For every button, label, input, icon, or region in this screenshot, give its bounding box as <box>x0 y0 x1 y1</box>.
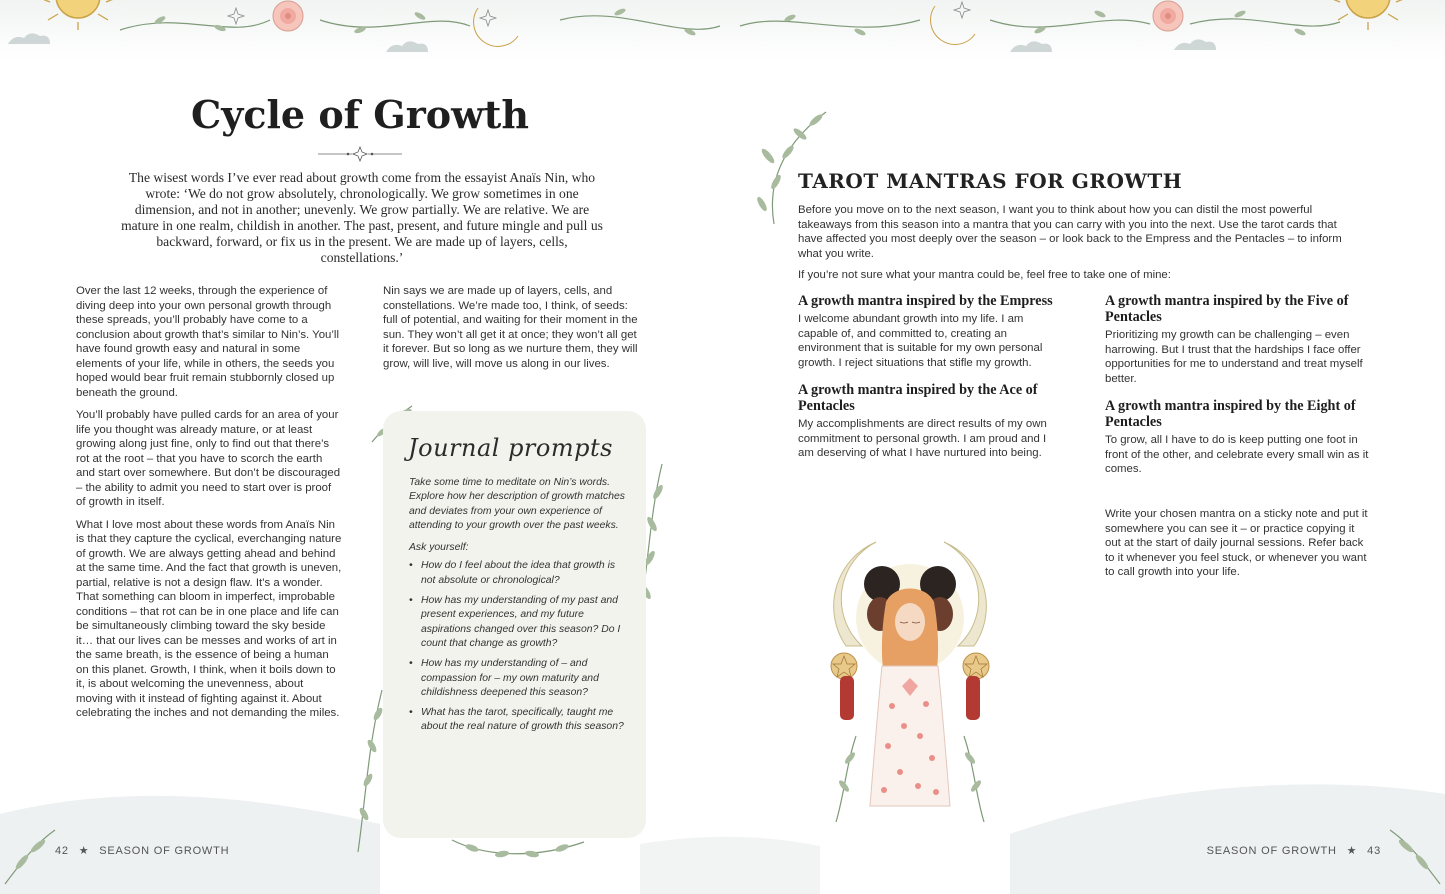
page-footer-left <box>55 844 229 857</box>
sparkle-star-icon <box>954 2 970 18</box>
journal-prompts-body <box>409 476 631 741</box>
page-number: 42 <box>55 845 69 857</box>
mantra-eight-of-pentacles <box>1105 398 1371 477</box>
body-column-right <box>383 284 645 379</box>
body-paragraph: Before you move on to the next season, I want you to think about how you can distil the most powerful takeaways from this season into a mantra that you can carry with you into the next. Use the tarot cards that have affected you most deeply over the season – or look back to the Empress and the Pentacles – to inform what you write. <box>798 204 1342 260</box>
journal-ask-label: Ask yourself: <box>409 542 469 554</box>
star-icon: ★ <box>1346 845 1358 857</box>
tarot-empress-illustration <box>816 536 1004 826</box>
rose-icon <box>1153 1 1183 31</box>
list-item: • How has my understanding of my past and present experiences, and my future aspirations changed over this season? Do I count that change as growth? <box>409 595 621 649</box>
bottom-watercolor-wash <box>0 774 1445 894</box>
body-paragraph: You’ll probably have pulled cards for an area of your life you thought was already mature, or at least growing along just fine, only to find out that there’s rot at the root – that you have to scorch the earth and start over somewhere. But don’t be discouraged – the ability to admit you need to start over is proof of growth in itself. <box>76 409 341 508</box>
ornamental-divider <box>318 146 402 162</box>
cloud-icon <box>1010 41 1052 52</box>
top-floral-border <box>0 0 1445 60</box>
floral-border-art <box>0 0 1445 60</box>
list-item: • How do I feel about the idea that growth is not absolute or chronological? <box>409 560 616 586</box>
cloud-icon <box>8 33 50 44</box>
crescent-moon-icon <box>474 8 518 46</box>
page-footer-right <box>1207 844 1381 857</box>
rose-icon <box>273 1 303 31</box>
list-item: • How has my understanding of – and compassion for – my own maturity and childishness deepened this season? <box>409 658 599 698</box>
cloud-icon <box>386 41 428 52</box>
mantra-five-of-pentacles <box>1105 293 1371 386</box>
mantra-title: A growth mantra inspired by the Five of Pentacles <box>1105 293 1349 325</box>
section-heading: TAROT MANTRAS FOR GROWTH <box>798 169 1183 193</box>
crescent-moon-icon <box>931 6 975 44</box>
mantra-title: A growth mantra inspired by the Eight of Pentacles <box>1105 398 1356 430</box>
journal-prompts-title: Journal prompts <box>408 434 613 462</box>
journal-prompt-list <box>409 559 631 734</box>
closing-paragraph: Write your chosen mantra on a sticky note and put it somewhere you can see it – or practice copying it out at the start of daily journal sessions. Refer back to it whenever you feel stuck, or whenever you want to call growth into your life. <box>1105 508 1368 578</box>
body-paragraph: Over the last 12 weeks, through the experience of diving deep into your own personal growth through these spreads, you’ll probably have come to a conclusion about growth that’s similar to Nin’s. You’ll have found growth easy and natural in some elements of your life, while in others, the seeds you hoped would bear fruit remain stubbornly closed up beneath the ground. <box>76 285 339 399</box>
intro-quote: The wisest words I’ve ever read about growth come from the essayist Anaïs Nin, who wrote: ‘We do not grow absolutely, chronologically. We grow sometimes in one dimension, and not in another; unevenly. We grow partially. We are relative. We are mature in one realm, childish in another. The past, present, and future mingle and pull us backward, forward, or fix us in the present. We are made up of layers, cells, constellations.’ <box>121 170 603 265</box>
body-paragraph: What I love most about these words from Anaïs Nin is that they capture the cyclical, everchanging nature of growth. We are always getting ahead and behind at the same time. And the fact that growth is uneven, partial, relative is not a design flaw. It’s a wonder. That something can bloom in imperfect, improbable conditions – that rot can be in one place and life can be simultaneously climbing toward the sky beside it… that our lives can be messes and works of art in the same breath, is the essence of being a human on this planet. Growth, I think, when it boils down to it, is about welcoming the unevenness, about moving with it instead of fighting against it. About celebrating the inches and not demanding the miles. <box>76 518 342 719</box>
cloud-icon <box>1174 39 1216 50</box>
mantra-text: I welcome abundant growth into my life. I am capable of, and committed to, creating an environment that is suitable for my own personal growth. I reject situations that stifle my growth. <box>798 313 1043 369</box>
star-icon: ★ <box>78 845 90 857</box>
sparkle-star-icon <box>228 8 244 24</box>
right-intro <box>798 203 1358 290</box>
section-name: SEASON OF GROWTH <box>99 845 230 857</box>
body-column-left <box>76 284 342 729</box>
sun-icon <box>1330 0 1406 30</box>
list-item: • What has the tarot, specifically, taught me about the real nature of growth this season? <box>409 707 624 733</box>
journal-intro: Take some time to meditate on Nin’s words. Explore how her description of growth matches and deviates from your own experience of attending to your growth over the past weeks. <box>409 477 626 531</box>
mantra-text: My accomplishments are direct results of my own commitment to personal growth. I am proud and I am deserving of what I have nurtured into being. <box>798 418 1047 459</box>
body-paragraph: Nin says we are made up of layers, cells, and constellations. We’re made too, I think, of seeds: full of potential, and waiting for their moment in the sun. They won’t all get it at once; they won’t all get it forever. But so long as we nurture them, they will grow, will live, will move us along in our lives. <box>383 285 638 370</box>
body-paragraph: If you’re not sure what your mantra could be, feel free to take one of mine: <box>798 269 1171 281</box>
section-name: SEASON OF GROWTH <box>1206 845 1337 857</box>
mantra-text: To grow, all I have to do is keep putting one foot in front of the other, and celebrate every small win as it comes. <box>1105 434 1369 475</box>
mantra-title: A growth mantra inspired by the Ace of Pentacles <box>798 382 1038 414</box>
mantra-empress <box>798 293 1064 370</box>
mantra-title: A growth mantra inspired by the Empress <box>798 293 1053 309</box>
mantra-ace-of-pentacles <box>798 382 1064 461</box>
mantra-text: Prioritizing my growth can be challenging – even harrowing. But I trust that the hardships I face offer opportunities for me to understand and treat myself better. <box>1105 329 1363 385</box>
page-number: 43 <box>1367 845 1381 857</box>
sun-icon <box>40 0 116 30</box>
page-title: Cycle of Growth <box>191 92 529 137</box>
sparkle-star-icon <box>480 10 496 26</box>
